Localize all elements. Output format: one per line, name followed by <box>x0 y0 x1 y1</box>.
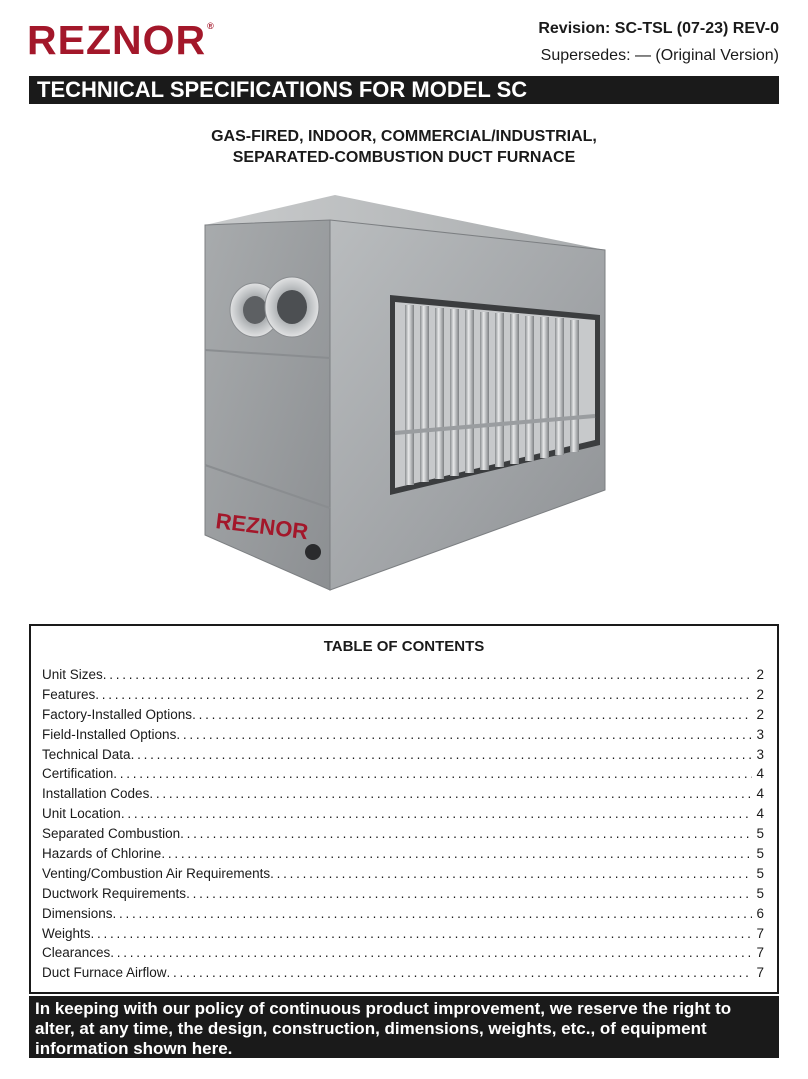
toc-item-label: Installation Codes <box>42 786 150 802</box>
toc-item[interactable] <box>42 667 764 687</box>
toc-leader <box>192 707 752 722</box>
toc-item-label: Hazards of Chlorine <box>42 846 162 862</box>
toc-item[interactable] <box>42 886 764 906</box>
toc-item[interactable] <box>42 687 764 707</box>
page-title: TECHNICAL SPECIFICATIONS FOR MODEL SC <box>29 76 779 104</box>
toc-leader <box>176 727 752 742</box>
toc-item-label: Unit Sizes <box>42 667 103 682</box>
toc-item[interactable] <box>42 866 764 886</box>
toc-item[interactable] <box>42 926 764 946</box>
toc-leader <box>113 766 752 781</box>
toc-item-label: Field-Installed Options <box>42 726 177 742</box>
toc-item-page: 7 <box>756 925 764 941</box>
toc-item-label: Factory-Installed Options <box>42 706 193 722</box>
toc-item-label: Unit Location <box>42 806 121 822</box>
toc-item[interactable] <box>42 806 764 826</box>
toc-item-label: Clearances <box>42 945 111 961</box>
toc-item-label: Duct Furnace Airflow <box>42 965 167 981</box>
toc-leader <box>270 866 752 881</box>
toc-item[interactable] <box>42 747 764 767</box>
supersedes-label: Supersedes: — (Original Version) <box>540 47 779 64</box>
toc-leader <box>131 747 753 762</box>
toc-list <box>42 667 764 985</box>
toc-item[interactable] <box>42 786 764 806</box>
toc-item[interactable] <box>42 906 764 926</box>
toc-item-page: 2 <box>756 706 764 722</box>
toc-item-page: 5 <box>756 826 764 842</box>
logo-text: REZNOR <box>27 17 207 63</box>
toc-item-page: 5 <box>756 846 764 862</box>
toc-item-page: 4 <box>756 786 764 802</box>
toc-leader <box>186 886 752 901</box>
toc-title: TABLE OF CONTENTS <box>323 638 485 655</box>
toc-leader <box>167 965 753 980</box>
toc-item-label: Features <box>42 686 96 702</box>
reznor-logo <box>27 17 215 63</box>
toc-item[interactable] <box>42 846 764 866</box>
toc-item-page: 2 <box>756 667 764 682</box>
toc-item-page: 6 <box>756 905 764 921</box>
registered-mark: ® <box>207 21 215 31</box>
toc-item-page: 4 <box>756 766 764 782</box>
toc-item-page: 5 <box>756 865 764 881</box>
toc-item[interactable] <box>42 766 764 786</box>
duct-furnace-photo <box>200 190 610 600</box>
toc-item-page: 4 <box>756 806 764 822</box>
toc-item-page: 7 <box>756 945 764 961</box>
subtitle-line-2: SEPARATED-COMBUSTION DUCT FURNACE <box>232 149 576 166</box>
toc-item-label: Dimensions <box>42 905 113 921</box>
toc-item[interactable] <box>42 826 764 846</box>
toc-item-label: Venting/Combustion Air Requirements <box>42 865 271 881</box>
toc-leader <box>113 906 753 921</box>
toc-leader <box>180 826 752 841</box>
toc-leader <box>103 667 753 682</box>
unit-brand-label: REZNOR <box>214 508 310 545</box>
toc-item-page: 7 <box>756 965 764 981</box>
toc-leader <box>149 786 752 801</box>
toc-item-label: Weights <box>42 925 91 941</box>
toc-item-page: 3 <box>756 726 764 742</box>
toc-item-label: Certification <box>42 766 114 782</box>
toc-leader <box>95 687 752 702</box>
toc-leader <box>91 926 753 941</box>
toc-leader <box>110 945 752 960</box>
toc-item-label: Separated Combustion <box>42 826 181 842</box>
toc-item[interactable] <box>42 965 764 985</box>
subtitle-line-1: GAS-FIRED, INDOOR, COMMERCIAL/INDUSTRIAL, <box>211 128 597 145</box>
toc-item-page: 5 <box>756 885 764 901</box>
policy-notice: In keeping with our policy of continuous product improvement, we reserve the right to alter, at any time, the design, construction, dimensions, weights, etc., of equipment information shown here. <box>29 996 779 1058</box>
toc-item[interactable] <box>42 707 764 727</box>
revision-label: Revision: SC-TSL (07-23) REV-0 <box>538 20 779 37</box>
toc-item-page: 3 <box>756 746 764 762</box>
toc-item-page: 2 <box>756 686 764 702</box>
table-of-contents <box>29 624 779 994</box>
toc-item-label: Ductwork Requirements <box>42 885 187 901</box>
product-subtitle <box>0 126 808 168</box>
toc-leader <box>121 806 753 821</box>
toc-item-label: Technical Data <box>42 746 131 762</box>
toc-item[interactable] <box>42 945 764 965</box>
toc-item[interactable] <box>42 727 764 747</box>
toc-leader <box>161 846 752 861</box>
